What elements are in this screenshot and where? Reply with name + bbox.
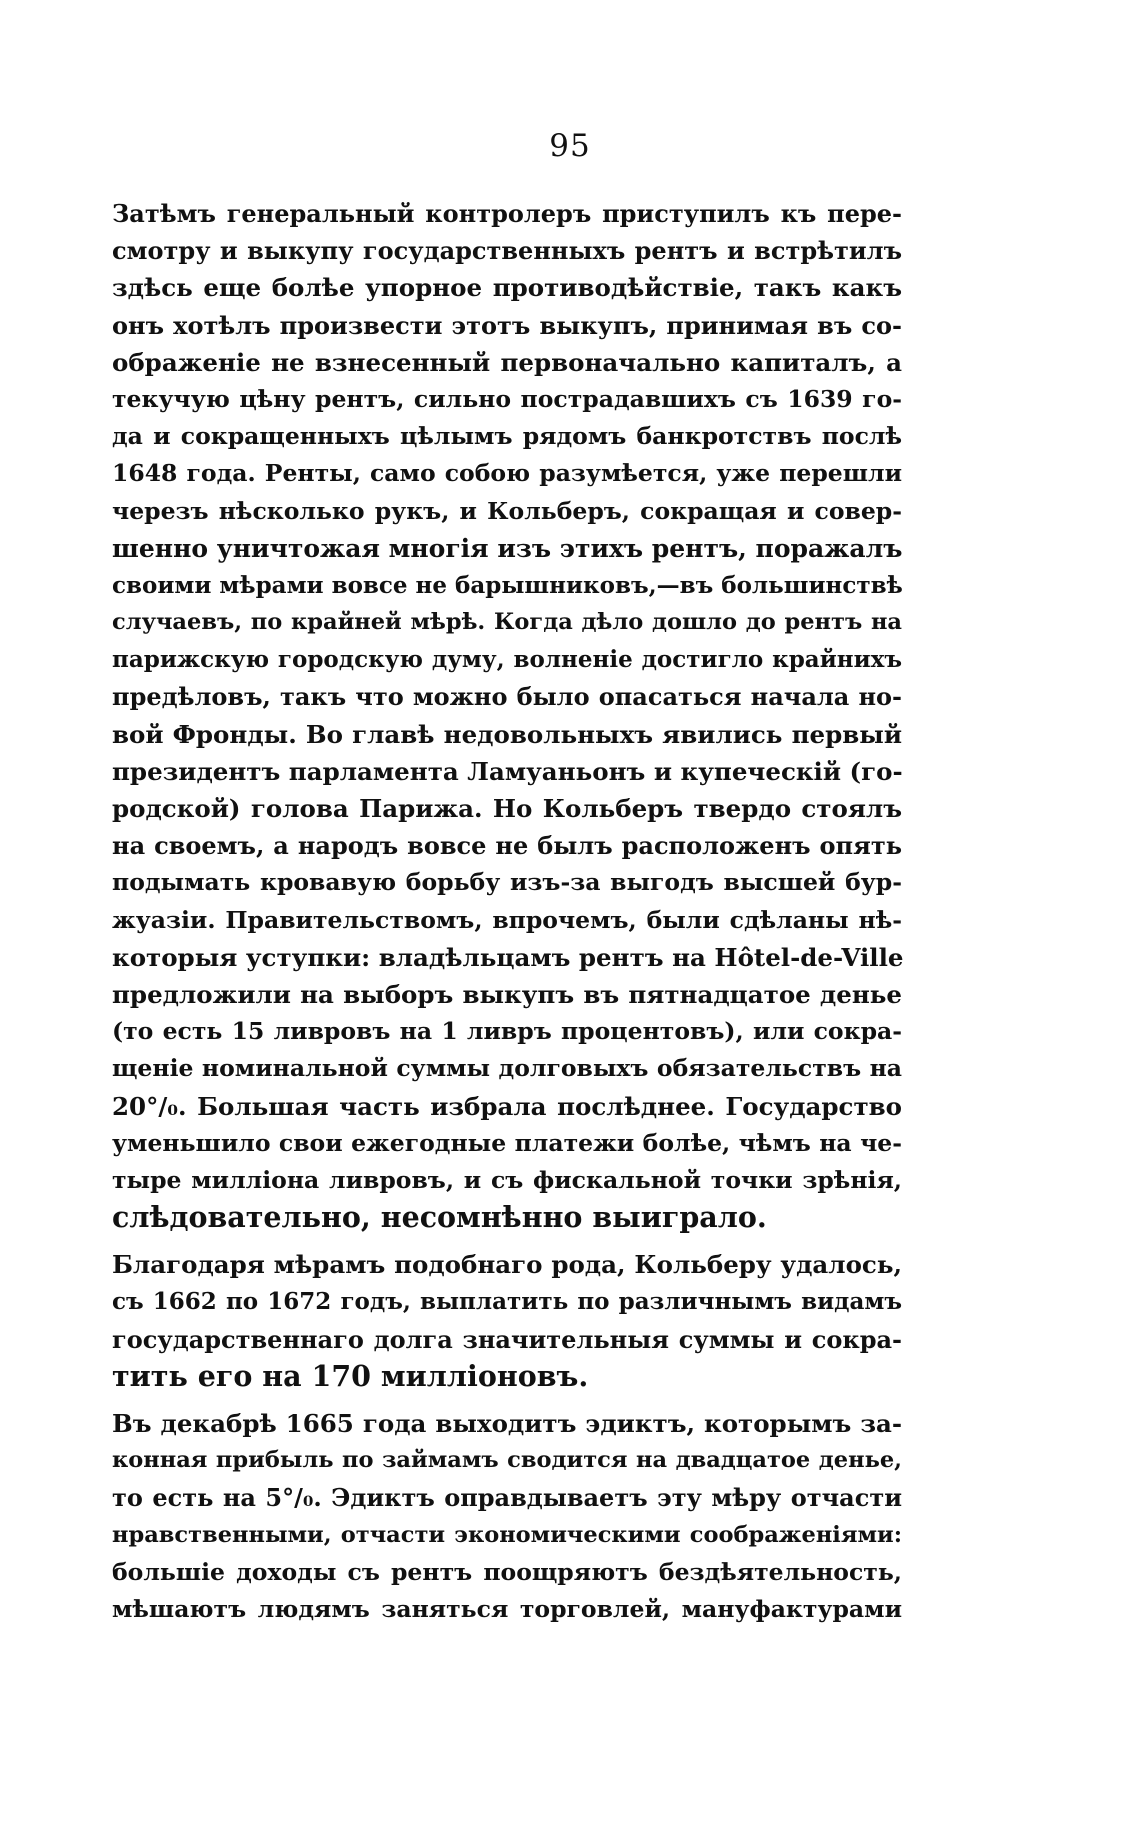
text-line: вой Фронды. Во главѣ недовольныхъ явились первый: [112, 719, 902, 749]
text-line: щеніе номинальной суммы долговыхъ обязательствъ на: [112, 1054, 902, 1083]
text-line: жуазіи. Правительствомъ, впрочемъ, были сдѣланы нѣ-: [112, 905, 902, 934]
text-line: уменьшило свои ежегодные платежи болѣе, чѣмъ на че-: [112, 1128, 902, 1157]
text-line: большіе доходы съ рентъ поощряютъ бездѣятельность,: [112, 1557, 902, 1586]
paragraph-3: [112, 1405, 902, 1628]
text-line: слѣдовательно, несомнѣнно выиграло.: [112, 1200, 767, 1235]
text-line: текучую цѣну рентъ, сильно пострадавшихъ съ 1639 го-: [112, 384, 902, 413]
body-text: [112, 195, 902, 1638]
text-line: съ 1662 по 1672 годъ, выплатить по различнымъ видамъ: [112, 1288, 902, 1316]
text-line: черезъ нѣсколько рукъ, и Кольберъ, сокращая и совер-: [112, 496, 902, 525]
text-line: смотру и выкупу государственныхъ рентъ и встрѣтилъ: [112, 236, 902, 266]
text-line: да и сокращенныхъ цѣлымъ рядомъ банкротствъ послѣ: [112, 422, 902, 451]
text-line: мѣшаютъ людямъ заняться торговлей, мануфактурами: [112, 1594, 902, 1623]
text-line: то есть на 5°/₀. Эдиктъ оправдываетъ эту мѣру отчасти: [112, 1483, 902, 1513]
text-line: родской) голова Парижа. Но Кольберъ твердо стоялъ: [112, 794, 902, 823]
text-line: ображеніе не взнесенный первоначально капиталъ, а: [112, 347, 902, 377]
text-line: президентъ парламента Ламуаньонъ и купеческій (го-: [112, 756, 903, 786]
text-line: предѣловъ, такъ что можно было опасаться начала но-: [112, 682, 902, 712]
text-line: Благодаря мѣрамъ подобнаго рода, Кольберу удалось,: [112, 1250, 902, 1280]
text-line: государственнаго долга значительныя суммы и сокра-: [112, 1324, 902, 1354]
text-line: Затѣмъ генеральный контролеръ приступилъ къ пере-: [112, 199, 902, 228]
text-line: 20°/₀. Большая часть избрала послѣднее. Государство: [112, 1091, 902, 1121]
text-line: онъ хотѣлъ произвести этотъ выкупъ, принимая въ со-: [112, 310, 902, 340]
text-line: (то есть 15 ливровъ на 1 ливръ процентовъ), или сокра-: [112, 1017, 902, 1046]
text-line: шенно уничтожая многія изъ этихъ рентъ, поражалъ: [112, 533, 903, 563]
text-line: здѣсь еще болѣе упорное противодѣйствіе, такъ какъ: [112, 273, 902, 303]
page-number: 95: [549, 128, 591, 164]
text-line: своими мѣрами вовсе не барышниковъ,—въ большинствѣ: [112, 571, 903, 599]
text-line: тыре милліона ливровъ, и съ фискальной точки зрѣнія,: [112, 1165, 902, 1194]
text-line: случаевъ, по крайней мѣрѣ. Когда дѣло дошло до рентъ на: [112, 609, 902, 636]
text-line: конная прибыль по займамъ сводится на двадцатое денье,: [112, 1447, 902, 1474]
text-line: парижскую городскую думу, волненіе достигло крайнихъ: [112, 646, 902, 674]
text-line: нравственными, отчасти экономическими соображеніями:: [112, 1521, 902, 1548]
text-line: Въ декабрѣ 1665 года выходитъ эдиктъ, которымъ за-: [112, 1409, 902, 1438]
text-line: 1648 года. Ренты, само собою разумѣется, уже перешли: [112, 459, 902, 488]
text-line: которыя уступки: владѣльцамъ рентъ на Hôtel-de-Ville: [112, 942, 904, 972]
text-line: подымать кровавую борьбу изъ-за выгодъ высшей бур-: [112, 868, 902, 897]
text-line: тить его на 170 милліоновъ.: [112, 1358, 589, 1393]
paragraph-1: [112, 195, 902, 1236]
text-line: предложили на выборъ выкупъ въ пятнадцатое денье: [112, 979, 902, 1009]
paragraph-2: [112, 1246, 902, 1395]
text-line: на своемъ, а народъ вовсе не былъ расположенъ опять: [112, 831, 902, 861]
